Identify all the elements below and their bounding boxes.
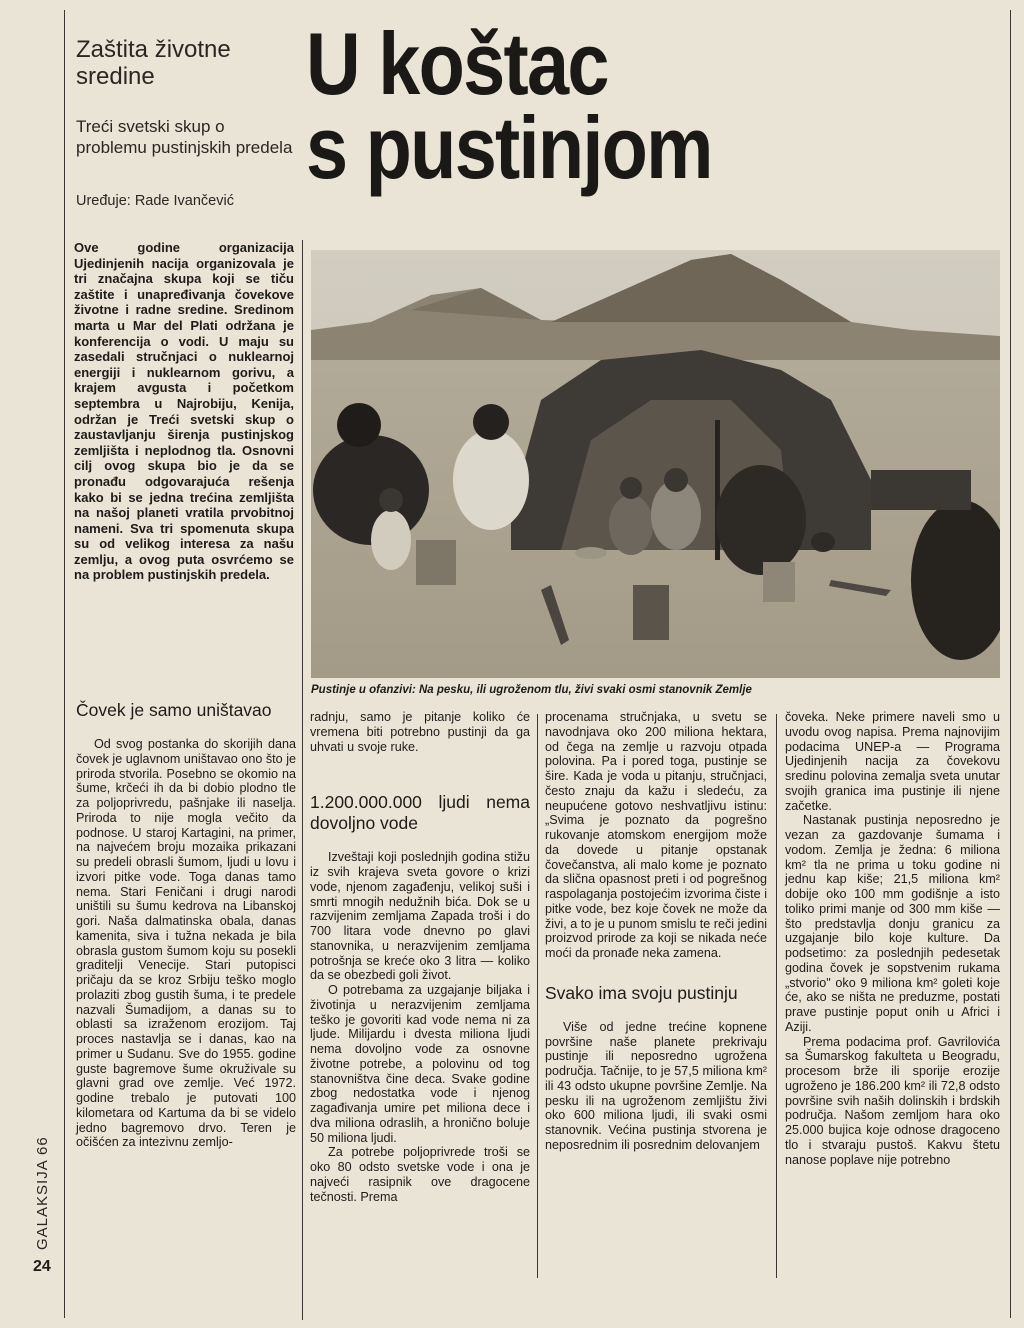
photo-caption: Pustinje u ofanzivi: Na pesku, ili ugroženom tlu, živi svaki osmi stanovnik Zemlje bbox=[311, 684, 752, 696]
desert-tent-photo bbox=[311, 250, 1000, 678]
column-3-paragraph-1: procenama stručnjaka, u svetu se navodnjava oko 200 miliona hektara, od čega na zemlje u razvoju otpada polovina. Pa i pored toga, pustinje se šire. Kada je voda u pitanju, stručnjaci, često znaju da kažu i sledeću, za neupućene gotovo neshvatljivu istinu: „Svima je poznato da pogrešno rukovanje atomskom energijom može da dovede u pitanje opstanak čovečanstva, ali malo kome je poznato da slična opasnost preti i od pogrešnog raspolaganja postojećim izvorima čiste i pitke vode, bez koje čovek ne može da živi, a to je u punom smislu te reči jedini proizvod prirode za koji se nikada neće moći da pronađe neka zamena. bbox=[545, 710, 767, 960]
editor-credit: Uređuje: Rade Ivančević bbox=[76, 193, 234, 209]
article-column-2 bbox=[310, 710, 530, 1204]
left-margin-rule bbox=[64, 10, 65, 1318]
column-2-paragraph-4: Za potrebe poljoprivrede troši se oko 80 odsto svetske vode i ona je najveći rasipnik ove dragocene tečnosti. Prema bbox=[310, 1145, 530, 1204]
column-4-paragraph-1: čoveka. Neke primere naveli smo u uvodu ovog napisa. Prema najnovijim podacima UNEP-a — Programa Ujedinjenih nacija za čovekovu sredinu polovina zemalja sveta unutar svojih granica ima pustinje ili njene začetke. bbox=[785, 710, 1000, 813]
column-1-paragraph-1: Od svog postanka do skorijih dana čovek je uglavnom uništavao ono što je priroda stvorila. Posebno se okomio na šume, krčeći ih da bi dobio plodno tle za poljoprivredu, pašnjake ili naselja. Priroda to nije mogla večito da podnose. U staroj Kartagini, na primer, na najvećem broju mozaika prikazani su predeli obrasli šumom, ljudi u lovu i izvori pitke vode. Toga danas tamo nema. Stari Feničani i drugi narodi uništili su šumu kedrova na Libanskoj gori. Naša dalmatinska obala, danas kamenita, siva i tužna nekada je bila obrasla gustom šumom koju su posekli graditelji Venecije. Stari putopisci pričaju da se kroz Srbiju teško moglo prolaziti zbog gustih šuma, i te predele nazvali Šumadijom, a danas su to oblasti sa izraženom erozijom. Taj proces nastavlja se i danas, kao na primer u Sudanu. Sve do 1955. godine guste bagremove šume okruživale su glavni grad ove zemlje. Već 1972. godine trebalo je putovati 100 kilometara od Kartuma da bi se videlo jedno bagremovo drvo. Teren je očišćen za intezivnu zemljo- bbox=[76, 737, 296, 1150]
column-2-heading: 1.200.000.000 ljudi nema dovoljno vode bbox=[310, 792, 530, 834]
column-1-heading: Čovek je samo uništavao bbox=[76, 700, 272, 720]
column-2-paragraph-2: Izveštaji koji poslednjih godina stižu iz svih krajeva sveta govore o krizi vode, njenom zagađenju, velikoj suši i smrti mnogih nedužnih bića. Dok se u razvijenim zemljama Zapada troši i do 700 litara vode dnevno po glavi stanovnika, u nerazvijenim zemljama potrošnja se kreće oko 3 litra — koliko da se obezbedi goli život. bbox=[310, 850, 530, 983]
headline bbox=[306, 14, 908, 197]
right-margin-rule bbox=[1010, 10, 1011, 1318]
headline-line-1: U koštac bbox=[306, 14, 608, 113]
page-number: 24 bbox=[33, 1258, 51, 1275]
article-column-1 bbox=[76, 700, 296, 1150]
column-3-paragraph-2: Više od jedne trećine kopnene površine naše planete prekrivaju pustinje ili neposredno ugrožena područja. Tačnije, to je 57,5 miliona km² ili 43 odsto ukupne površine Zemlje. Na pesku ili na ugroženom zemljištu živi oko 600 miliona ljudi, ili svaki osmi stanovnik. Većina pustinja stvorena je neposrednim ili posrednim delovanjem bbox=[545, 1019, 767, 1152]
magazine-name: GALAKSIJA 66 bbox=[34, 1136, 51, 1250]
column-2-paragraph-1: radnju, samo je pitanje koliko će vremena biti potrebno pustinji da ga uhvati u svoje ruke. bbox=[310, 710, 530, 754]
article-column-4 bbox=[785, 710, 1000, 1167]
headline-line-2: s pustinjom bbox=[306, 98, 712, 197]
photo-illustration bbox=[311, 250, 1000, 678]
column-rule-3 bbox=[776, 714, 777, 1278]
article-column-3 bbox=[545, 710, 767, 1153]
article-subtitle: Treći svetski skup o problemu pustinjskih predela bbox=[76, 117, 293, 157]
section-title: Zaštita životne sredine bbox=[76, 36, 231, 90]
column-4-paragraph-3: Prema podacima prof. Gavrilovića sa Šumarskog fakulteta u Beogradu, procesom brže ili sporije erozije ugroženo je 186.200 km² ili 72,8 odsto površine svih naših dolinskih i brdskih područja. Našom zemljom hara oko 25.000 bujica koje odnose dragoceno tlo i stvaraju pustoš. Kakvu štetu nanose poplave nije potrebno bbox=[785, 1034, 1000, 1167]
column-2-paragraph-3: O potrebama za uzgajanje biljaka i životinja u nerazvijenim zemljama teško je govoriti kad vode nema ni za ljude. Milijardu i dvesta miliona ljudi nema dovoljno vode za osnovne životne potrebe, a polovinu od tog stanovništva čine deca. Svake godine zbog nedostatka vode i njenog zagađivanja umire pet miliona dece i dva miliona odraslih, a hronično boluje 50 miliona ljudi. bbox=[310, 983, 530, 1145]
column-4-paragraph-2: Nastanak pustinja neposredno je vezan za gazdovanje šumama i vodom. Zemlja je žedna: 6 miliona km² tla ne prima u toku godine ni jednu kap kiše; 21,5 miliona km² dobije oko 100 mm godišnje a isto toliko primi manje od 300 mm kiše — što predstavlja donju granicu za uzgajanje bilo koje kulture. Da podsetimo: za poslednjih pedesetak godina čovek je sopstvenim rukama „stvorio" oko 9 miliona km² goleti koje će, ako se ništa ne preduzme, postati prave pustinje poput onih u Africi i Aziji. bbox=[785, 813, 1000, 1034]
column-rule-1 bbox=[302, 240, 303, 1320]
column-3-heading: Svako ima svoju pustinju bbox=[545, 982, 738, 1003]
lead-paragraph: Ove godine organizacija Ujedinjenih nacija organizovala je tri značajna skupa koji se tiču zaštite i unapređivanja čovekove životne i radne sredine. Sredinom marta u Mar del Plati održana je konferencija o vodi. U maju su zasedali stručnjaci o nuklearnoj energiji i nuklearnom gorivu, a krajem avgusta i početkom septembra u Najrobiju, Kenija, održan je Treći svetski skup o zaustavljanju širenja pustinjskog zemljišta i neplodnog tla. Osnovni cilj ovog skupa bio je da se pronađu odgovarajuća rešenja kako bi se jedna trećina zemljišta na našoj planeti vratila prvobitnoj nameni. Sva tri spomenuta skupa su od velikog interesa za našu zemlju, a ovog puta osvrćemo se na problem pustinjskih predela. bbox=[74, 240, 294, 583]
column-rule-2 bbox=[537, 714, 538, 1278]
